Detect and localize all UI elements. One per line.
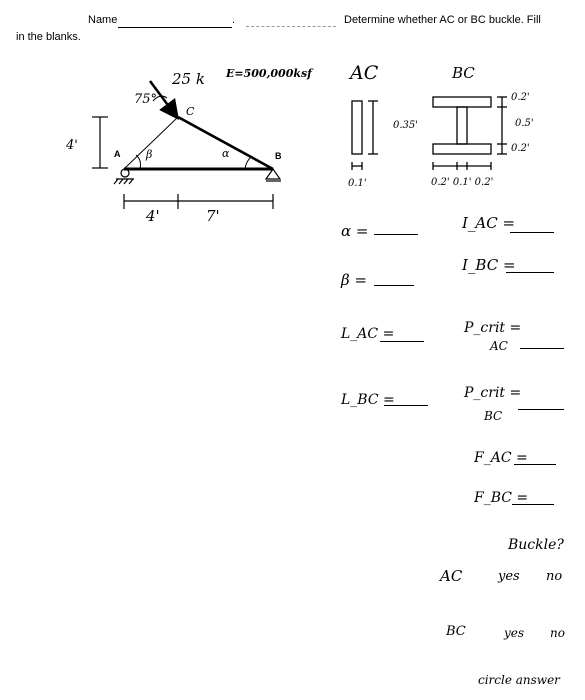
- ac-width-label: 0.1': [348, 178, 367, 189]
- load-label: 25 k: [172, 70, 205, 88]
- bc-section: [433, 97, 507, 170]
- modulus-label: E=500,000ksf: [226, 67, 312, 80]
- angle-label: 75°: [134, 92, 158, 107]
- name-dot: .: [232, 14, 236, 26]
- member-bc: [178, 117, 273, 169]
- buckle-ac-no[interactable]: no: [546, 569, 563, 584]
- l-bc-answer-blank[interactable]: [384, 405, 428, 406]
- member-ac: [124, 117, 178, 169]
- alpha-label: α: [222, 147, 230, 160]
- height-label: 4': [66, 138, 78, 153]
- buckle-bc-no[interactable]: no: [550, 626, 565, 640]
- alpha-answer-blank[interactable]: [374, 234, 418, 235]
- bc-flange-bottom-label: 0.2': [511, 143, 530, 154]
- instruction-line-2: in the blanks.: [16, 31, 81, 43]
- span-right-label: 7': [206, 207, 220, 225]
- f-bc-answer-blank[interactable]: [512, 504, 554, 505]
- f-ac-answer-blank[interactable]: [514, 464, 556, 465]
- truss-diagram: [92, 81, 281, 209]
- l-bc-question: L_BC =: [341, 392, 395, 408]
- pcrit-bc-label: P_crit =: [464, 385, 522, 401]
- name-label: Name: [88, 14, 118, 26]
- i-bc-question: I_BC =: [462, 256, 516, 274]
- ac-section: [352, 101, 378, 170]
- buckle-title: Buckle?: [508, 537, 564, 553]
- l-ac-answer-blank[interactable]: [380, 341, 424, 342]
- beta-answer-blank[interactable]: [374, 285, 414, 286]
- bc-flange-top-label: 0.2': [511, 92, 530, 103]
- f-bc-question: F_BC =: [474, 490, 529, 506]
- beta-question: β =: [341, 271, 368, 289]
- buckle-bc-yes[interactable]: yes: [504, 626, 525, 640]
- alpha-question: α =: [341, 222, 369, 240]
- beta-label: β: [146, 148, 153, 161]
- span-left-label: 4': [146, 207, 160, 225]
- buckle-ac-yes[interactable]: yes: [498, 569, 520, 584]
- ac-section-title: AC: [350, 62, 379, 84]
- pcrit-ac-answer-blank[interactable]: [520, 348, 564, 349]
- node-c-label: C: [186, 105, 195, 118]
- ac-depth-label: 0.35': [393, 120, 419, 131]
- pcrit-bc-subscript: BC: [484, 409, 503, 423]
- buckle-row-ac: AC: [440, 567, 463, 585]
- pcrit-ac-subscript: AC: [490, 339, 508, 353]
- i-ac-answer-blank[interactable]: [510, 232, 554, 233]
- instruction-line-1: Determine whether AC or BC buckle. Fill: [344, 14, 541, 26]
- bc-width-label: 0.2' 0.1' 0.2': [431, 177, 494, 188]
- i-ac-question: I_AC =: [462, 214, 516, 232]
- l-ac-question: L_AC =: [341, 326, 395, 342]
- buckle-row-bc: BC: [446, 624, 466, 639]
- node-a-label: A: [114, 149, 121, 159]
- pcrit-bc-answer-blank[interactable]: [518, 409, 564, 410]
- bc-web-height-label: 0.5': [515, 118, 534, 129]
- pcrit-ac-label: P_crit =: [464, 320, 522, 336]
- circle-answer-note: circle answer: [478, 673, 560, 687]
- bc-section-title: BC: [452, 64, 475, 82]
- f-ac-question: F_AC =: [474, 450, 528, 466]
- node-b-label: B: [275, 151, 282, 161]
- i-bc-answer-blank[interactable]: [506, 272, 554, 273]
